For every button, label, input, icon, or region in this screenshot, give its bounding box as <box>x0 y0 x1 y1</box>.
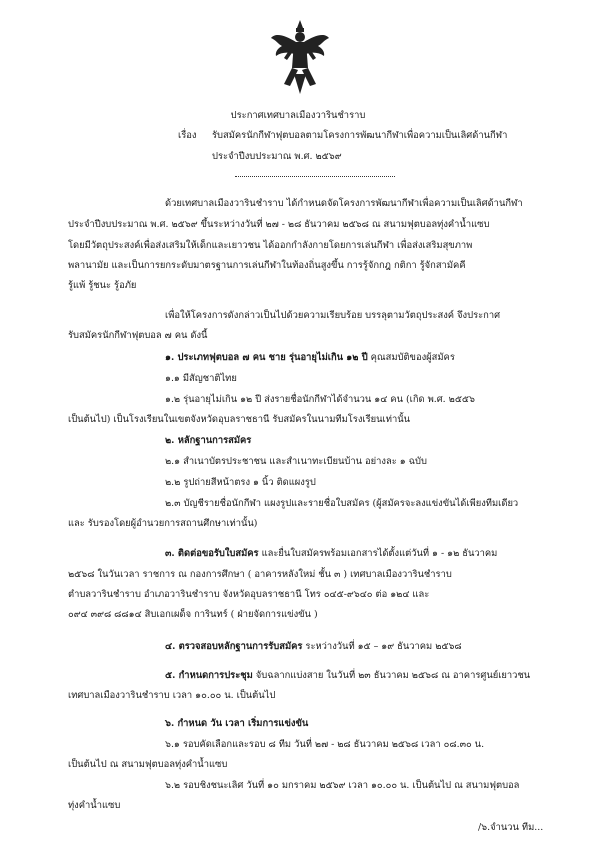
section-1-heading <box>165 352 455 364</box>
section-2-heading: ๒. หลักฐานการสมัคร <box>165 435 252 446</box>
section-4-title: ๔. ตรวจสอบหลักฐานการรับสมัคร <box>165 641 303 652</box>
section-6-item-2a: ๖.๒ รอบชิงชนะเลิศ วันที่ ๑๐ มกราคม ๒๕๖๙ เวลา ๑๐.๐๐ น. เป็นต้นไป ณ สนามฟุตบอล <box>165 780 520 791</box>
section-5-line-1-rest: จับฉลากแบ่งสาย ในวันที่ ๒๓ ธันวาคม ๒๕๖๘ ณ อาคารศูนย์เยาวชน <box>252 670 531 681</box>
announcement-title: ประกาศเทศบาลเมืองวารินชำราบ <box>230 110 366 121</box>
section-1-title: ๑. ประเภทฟุตบอล ๗ คน ชาย รุ่นอายุไม่เกิน ๑๒ ปี <box>165 352 368 363</box>
subject-label: เรื่อง <box>178 130 197 141</box>
section-3-line-1 <box>165 548 497 560</box>
section-6-item-1a: ๖.๑ รอบคัดเลือกและรอบ ๘ ทีม วันที่ ๒๗ - ๒๘ ธันวาคม ๒๕๖๘ เวลา ๐๘.๓๐ น. <box>165 739 485 750</box>
divider-dots <box>235 176 395 177</box>
intro-line-3: โดยมีวัตถุประสงค์เพื่อส่งเสริมให้เด็กและเยาวชน ได้ออกกำลังกายโดยการเล่นกีฬา เพื่อส่งเสริมสุขภาพ <box>68 240 473 251</box>
section-1-item-1: ๑.๑ มีสัญชาติไทย <box>165 373 237 384</box>
section-2-item-1: ๒.๑ สำเนาบัตรประชาชน และสำเนาทะเบียนบ้าน อย่างละ ๑ ฉบับ <box>165 456 427 467</box>
section-1-title-rest: คุณสมบัติของผู้สมัคร <box>367 352 455 363</box>
section-1-item-2b: เป็นต้นไป) เป็นโรงเรียนในเขตจังหวัดอุบลราชธานี รับสมัครในนามทีมโรงเรียนเท่านั้น <box>68 414 411 425</box>
intro-line-5: รู้แพ้ รู้ชนะ รู้อภัย <box>68 280 137 291</box>
section-5-title: ๕. กำหนดการประชุม <box>165 670 253 681</box>
section-5-line-2: เทศบาลเมืองวารินชำราบ เวลา ๑๐.๐๐ น. เป็นต้นไป <box>68 690 276 701</box>
section-3-line-3: ตำบลวารินชำราบ อำเภอวารินชำราบ จังหวัดอุบลราชธานี โทร ๐๔๕-๙๖๔๐ ต่อ ๑๒๔ และ <box>68 589 430 600</box>
fiscal-year: ประจำปีงบประมาณ พ.ศ. ๒๕๖๙ <box>212 151 342 162</box>
section-3-line-1-rest: และยื่นใบสมัครพร้อมเอกสารได้ตั้งแต่วันที่ ๑ - ๑๒ ธันวาคม <box>258 548 498 559</box>
intro-line-2: ประจำปีงบประมาณ พ.ศ. ๒๕๖๙ ขึ้นระหว่างวันที่ ๒๗ - ๒๘ ธันวาคม ๒๕๖๘ ณ สนามฟุตบอลทุ่งคำน้ำแซบ <box>68 219 490 230</box>
section-6-item-1b: เป็นต้นไป ณ สนามฟุตบอลทุ่งคำน้ำแซบ <box>68 759 228 770</box>
intro-line-4: พลานามัย และเป็นการยกระดับมาตรฐานการเล่นกีฬาในท้องถิ่นสูงขึ้น การรู้จักกฎ กติกา รู้จักสามัคคี <box>68 260 466 271</box>
section-1-item-2a: ๑.๒ รุ่นอายุไม่เกิน ๑๒ ปี ส่งรายชื่อนักกีฬาได้จำนวน ๑๔ คน (เกิด พ.ศ. ๒๕๕๖ <box>165 394 475 405</box>
subject-text: รับสมัครนักกีฬาฟุตบอลตามโครงการพัฒนากีฬาเพื่อความเป็นเลิศด้านกีฬา <box>212 130 508 141</box>
section-4-line <box>165 641 462 653</box>
section-6-item-2b: ทุ่งคำน้ำแซบ <box>68 800 121 811</box>
section-5-line-1 <box>165 670 530 682</box>
section-3-line-2: ๒๕๖๘ ในวันเวลา ราชการ ณ กองการศึกษา ( อาคารหลังใหม่ ชั้น ๓ ) เทศบาลเมืองวารินชำราบ <box>68 569 452 580</box>
garuda-emblem-icon <box>270 18 330 96</box>
intro-line-1: ด้วยเทศบาลเมืองวารินชำราบ ได้กำหนดจัดโครงการพัฒนากีฬาเพื่อความเป็นเลิศด้านกีฬา <box>165 198 523 209</box>
continuation-marker: /๖.จำนวน ทีม... <box>478 822 544 833</box>
section-3-title: ๓. ติดต่อขอรับใบสมัคร <box>165 548 259 559</box>
purpose-line-1: เพื่อให้โครงการดังกล่าวเป็นไปด้วยความเรียบร้อย บรรลุตามวัตถุประสงค์ จึงประกาศ <box>165 310 501 321</box>
section-3-line-4: ๐๙๔ ๓๙๘ ๘๘๑๔ สิบเอกเผด็จ การินทร์ ( ฝ่ายจัดการแข่งขัน ) <box>68 609 318 620</box>
section-2-item-2: ๒.๒ รูปถ่ายสีหน้าตรง ๑ นิ้ว ติดแผงรูป <box>165 477 316 488</box>
section-2-item-3b: และ รับรองโดยผู้อำนวยการสถานศึกษาเท่านั้น) <box>68 518 258 529</box>
purpose-line-2: รับสมัครนักกีฬาฟุตบอล ๗ คน ดังนี้ <box>68 330 208 341</box>
section-2-item-3a: ๒.๓ บัญชีรายชื่อนักกีฬา แผงรูปและรายชื่อใบสมัคร (ผู้สมัครจะลงแข่งขันได้เพียงทีมเดียว <box>165 498 519 509</box>
section-4-rest: ระหว่างวันที่ ๑๕ – ๑๙ ธันวาคม ๒๕๖๘ <box>302 641 462 652</box>
section-6-heading: ๖. กำหนด วัน เวลา เริ่มการแข่งขัน <box>165 718 309 729</box>
